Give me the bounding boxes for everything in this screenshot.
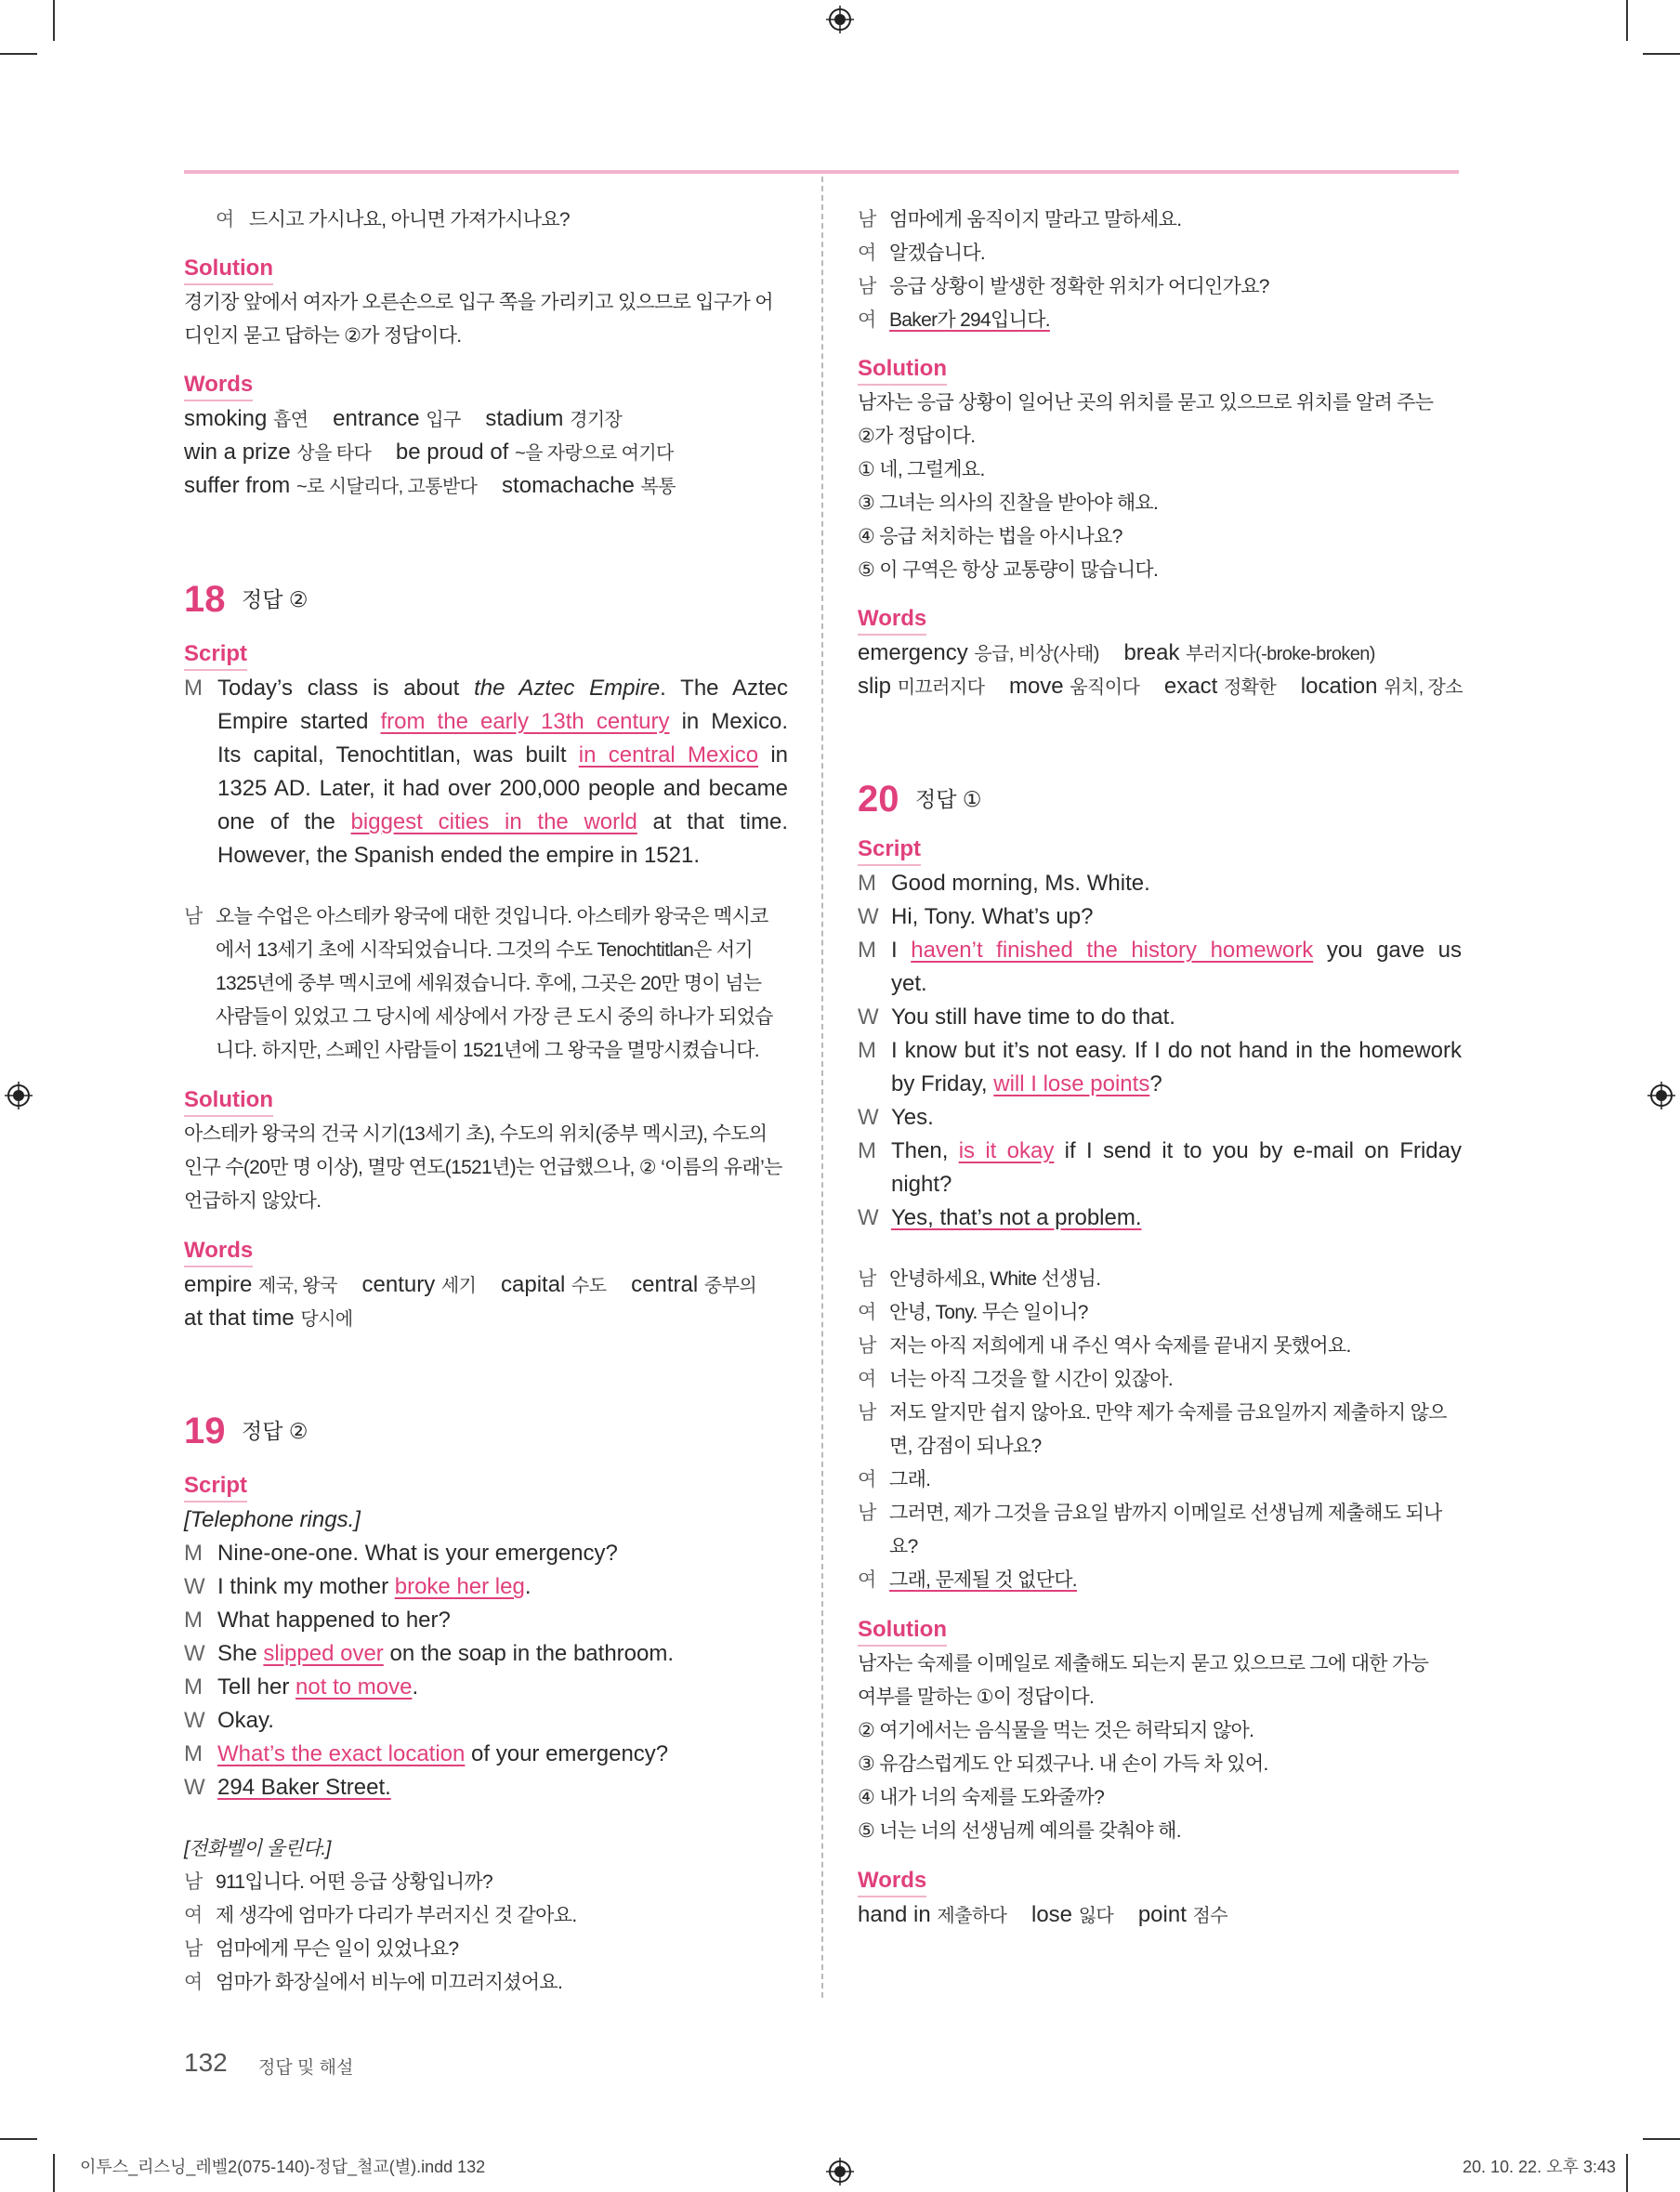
q20-solution-option: ② 여기에서는 음식물을 먹는 것은 허락되지 않아. bbox=[858, 1720, 1254, 1741]
q18-script-label: Script bbox=[184, 640, 247, 671]
registration-mark-icon bbox=[826, 2158, 854, 2185]
crop-mark-bottom-right-v bbox=[1626, 2154, 1628, 2192]
speaker: 여 bbox=[216, 209, 234, 230]
q20-solution-line: 여부를 말하는 ①이 정답이다. bbox=[858, 1687, 1095, 1708]
registration-mark-icon bbox=[826, 6, 854, 33]
q20-number: 20 bbox=[858, 779, 899, 820]
page-number: 132 bbox=[184, 2048, 228, 2077]
q17-words-row: smoking 흡연 entrance 입구 stadium 경기장 bbox=[184, 406, 623, 431]
q19-solution-option: ③ 그녀는 의사의 진찰을 받아야 해요. bbox=[858, 492, 1159, 514]
q19-number: 19 bbox=[184, 1411, 226, 1451]
q19-solution-option: ④ 응급 처치하는 법을 아시나요? bbox=[858, 526, 1122, 547]
q17-solution-line: 디인지 묻고 답하는 ②가 정답이다. bbox=[184, 325, 462, 347]
q18-words-label: Words bbox=[184, 1237, 253, 1267]
crop-mark-top-left-h bbox=[0, 53, 37, 55]
q19-stage-direction: [Telephone rings.] bbox=[184, 1507, 361, 1532]
q18-solution-label: Solution bbox=[184, 1086, 273, 1117]
q17-solution-label: Solution bbox=[184, 255, 273, 285]
q17-words-row: win a prize 상을 타다 be proud of ~을 자랑으로 여기다 bbox=[184, 440, 674, 465]
q18-answer: 정답 ② bbox=[242, 587, 308, 611]
print-slug-right: 20. 10. 22. 오후 3:43 bbox=[1463, 2158, 1616, 2176]
crop-mark-bottom-right-h bbox=[1643, 2138, 1680, 2140]
q17-words-label: Words bbox=[184, 371, 253, 401]
footer-section: 정답 및 해설 bbox=[258, 2058, 354, 2078]
q20-answer: 정답 ① bbox=[915, 787, 982, 811]
q19-words-label: Words bbox=[858, 605, 926, 636]
q18-words-row: at that time 당시에 bbox=[184, 1306, 353, 1331]
speaker: 남 bbox=[184, 906, 203, 927]
q19-solution-line: ②가 정답이다. bbox=[858, 426, 976, 447]
q19-solution-line: 남자는 응급 상황이 일어난 곳의 위치를 묻고 있으므로 위치를 알려 주는 bbox=[858, 392, 1434, 413]
q18-solution-line: 아스테카 왕국의 건국 시기(13세기 초), 수도의 위치(중부 멕시코), 수도의 bbox=[184, 1123, 768, 1145]
q20-script-label: Script bbox=[858, 835, 921, 866]
q19-answer: 정답 ② bbox=[242, 1419, 308, 1443]
korean-text: 드시고 가시나요, 아니면 가져가시나요? bbox=[249, 209, 570, 230]
q19-korean-stage: [전화벨이 울린다.] bbox=[184, 1838, 331, 1859]
q18-number: 18 bbox=[184, 579, 226, 620]
q17-words-row: suffer from ~로 시달리다, 고통받다 stomachache 복통 bbox=[184, 473, 676, 498]
q18-solution-line: 언급하지 않았다. bbox=[184, 1190, 322, 1212]
speaker: M bbox=[184, 676, 203, 701]
q20-words-label: Words bbox=[858, 1867, 926, 1897]
q20-words-row: hand in 제출하다 lose 잃다 point 점수 bbox=[858, 1902, 1227, 1927]
q20-solution-option: ③ 유감스럽게도 안 되겠구나. 내 손이 가득 차 있어. bbox=[858, 1753, 1268, 1775]
q18-solution-line: 인구 수(20만 명 이상), 멸망 연도(1521년)는 언급했으나, ② ‘이름의 유래’는 bbox=[184, 1157, 782, 1178]
registration-mark-icon bbox=[5, 1082, 33, 1109]
q17-solution-line: 경기장 앞에서 여자가 오른손으로 입구 쪽을 가리키고 있으므로 입구가 어 bbox=[184, 292, 773, 313]
q18-words-row: empire 제국, 왕국 century 세기 capital 수도 central 중부의 bbox=[184, 1272, 757, 1297]
q20-solution-option: ④ 내가 너의 숙제를 도와줄까? bbox=[858, 1787, 1105, 1808]
header-rule bbox=[184, 170, 1459, 174]
q19-solution-label: Solution bbox=[858, 355, 947, 386]
registration-mark-icon bbox=[1647, 1082, 1675, 1109]
q19-solution-option: ⑤ 이 구역은 항상 교통량이 많습니다. bbox=[858, 559, 1159, 581]
q19-script-label: Script bbox=[184, 1472, 247, 1503]
q19-solution-option: ① 네, 그럴게요. bbox=[858, 459, 985, 480]
q20-solution-label: Solution bbox=[858, 1616, 947, 1647]
q20-solution-line: 남자는 숙제를 이메일로 제출해도 되는지 묻고 있으므로 그에 대한 가능 bbox=[858, 1653, 1429, 1674]
crop-mark-bottom-left-h bbox=[0, 2138, 37, 2140]
crop-mark-top-left-v bbox=[53, 0, 55, 41]
q20-solution-option: ⑤ 너는 너의 선생님께 예의를 갖춰야 해. bbox=[858, 1820, 1181, 1842]
q19-words-row: emergency 응급, 비상(사태) break 부러지다(-broke-broken) bbox=[858, 640, 1375, 665]
crop-mark-top-right-h bbox=[1643, 53, 1680, 55]
q19-words-row: slip 미끄러지다 move 움직이다 exact 정확한 location 위치, 장소 bbox=[858, 674, 1463, 699]
print-slug-left: 이투스_리스닝_레벨2(075-140)-정답_철교(별).indd 132 bbox=[80, 2158, 486, 2176]
column-divider bbox=[821, 177, 823, 1998]
crop-mark-top-right-v bbox=[1626, 0, 1628, 41]
crop-mark-bottom-left-v bbox=[53, 2154, 55, 2192]
